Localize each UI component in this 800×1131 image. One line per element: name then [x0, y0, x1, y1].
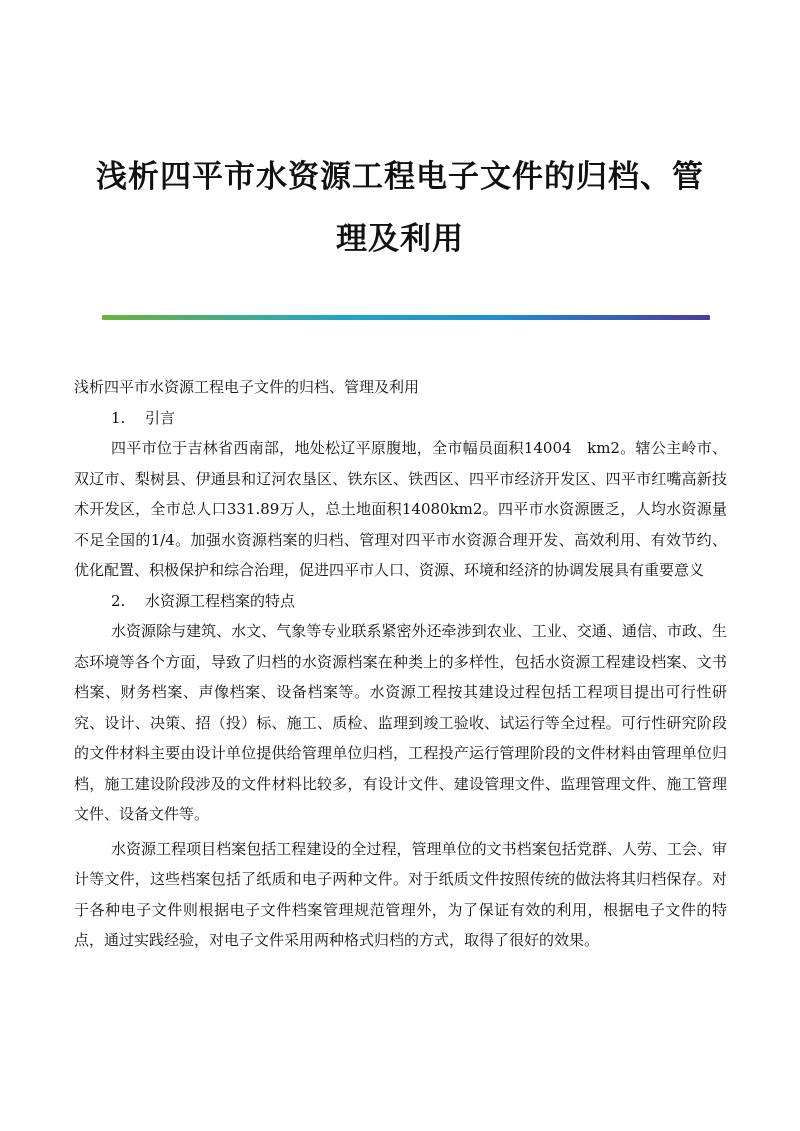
section-1	[74, 403, 727, 586]
section-heading	[74, 403, 727, 434]
section-title: 水资源工程档案的特点	[145, 591, 296, 610]
section-number: 2.	[111, 591, 126, 610]
document-body	[74, 372, 727, 956]
section-heading	[74, 586, 727, 617]
title-line-2: 理及利用	[336, 221, 464, 257]
section-title: 引言	[145, 408, 176, 427]
section-number: 1.	[111, 408, 126, 427]
document-subtitle: 浅析四平市水资源工程电子文件的归档、管理及利用	[74, 378, 420, 396]
paragraph: 水资源工程项目档案包括工程建设的全过程，管理单位的文书档案包括党群、人劳、工会、审计等文件，这些档案包括了纸质和电子两种文件。对于纸质文件按照传统的做法将其归档保存。对于各种电子文件则根据电子文件档案管理规范管理外，为了保证有效的利用，根据电子文件的特点，通过实践经验，对电子文件采用两种格式归档的方式，取得了很好的效果。	[74, 839, 727, 949]
paragraph: 水资源除与建筑、水文、气象等专业联系紧密外还牵涉到农业、工业、交通、通信、市政、生态环境等各个方面，导致了归档的水资源档案在种类上的多样性，包括水资源工程建设档案、文书档案、财务档案、声像档案、设备档案等。水资源工程按其建设过程包括工程项目提出可行性研究、设计、决策、招（投）标、施工、质检、监理到竣工验收、试运行等全过程。可行性研究阶段的文件材料主要由设计单位提供给管理单位归档，工程投产运行管理阶段的文件材料由管理单位归档，施工建设阶段涉及的文件材料比较多，有设计文件、建设管理文件、监理管理文件、施工管理文件、设备文件等。	[74, 622, 727, 823]
title-gradient-rule	[102, 315, 710, 320]
title-line-1: 浅析四平市水资源工程电子文件的归档、管	[96, 159, 704, 195]
document-title	[80, 146, 720, 270]
paragraph: 四平市位于吉林省西南部，地处松辽平原腹地，全市幅员面积14004 km2。辖公主岭市、双辽市、梨树县、伊通县和辽河农垦区、铁东区、铁西区、四平市经济开发区、四平市红嘴高新技术开发区，全市总人口331.89万人，总土地面积14080km2。四平市水资源匮乏，人均水资源量不足全国的1/4。加强水资源档案的归档、管理对四平市水资源合理开发、高效利用、有效节约、优化配置、积极保护和综合治理，促进四平市人口、资源、环境和经济的协调发展具有重要意义	[74, 439, 727, 579]
section-2	[74, 586, 727, 956]
